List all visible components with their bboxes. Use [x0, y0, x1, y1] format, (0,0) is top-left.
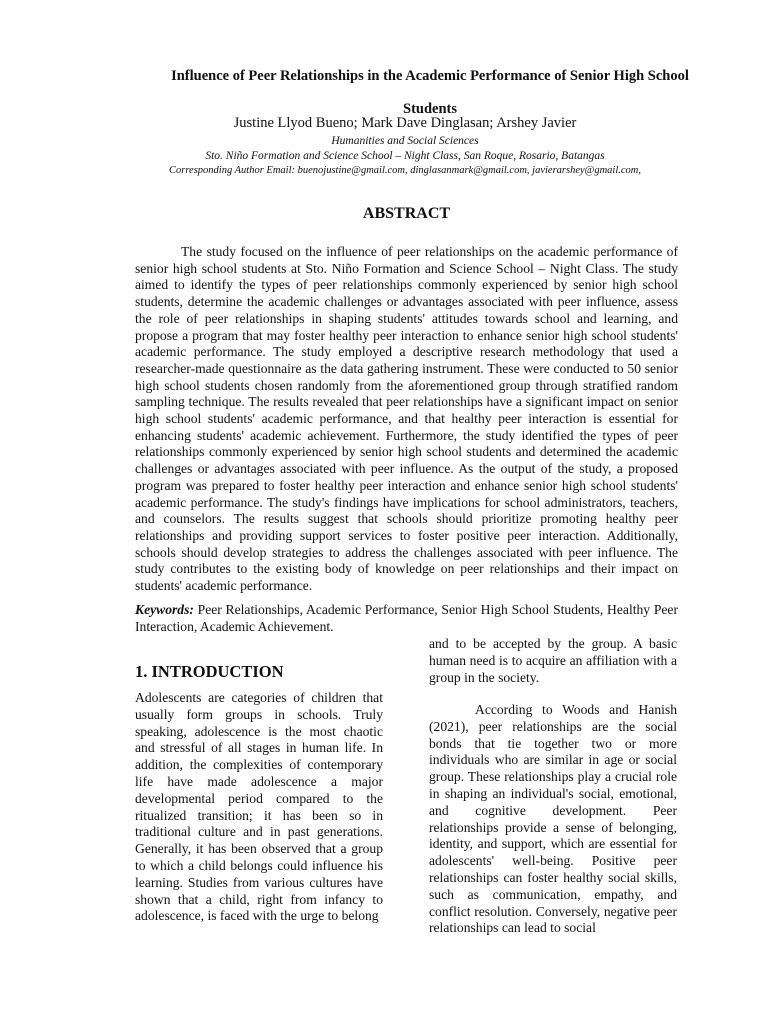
introduction-right-paragraph: According to Woods and Hanish (2021), peer relationships are the social bonds that tie together two or more individuals who are similar in age or social group. These relationships play a crucial role in shaping an individual's social, emotional, and cognitive development. Peer relationships provide a sense of belonging, identity, and support, which are essential for adolescents' well-being. Positive peer relationships can foster healthy social skills, such as communication, empathy, and conflict resolution. Conversely, negative peer relationships can lead to social — [429, 702, 677, 936]
department: Humanities and Social Sciences — [331, 135, 479, 147]
school-affiliation: Sto. Niño Formation and Science School – Night Class, San Roque, Rosario, Batangas — [205, 150, 605, 162]
keywords-paragraph — [135, 602, 678, 635]
introduction-left-column: Adolescents are categories of children that usually form groups in schools. Truly speaking, adolescence is the most chaotic and stressful of all stages in human life. In addition, the complexities of contemporary life have made adolescence a major developmental period compared to the ritualized transition; it has been so in traditional culture and in past generations. Generally, it has been observed that a group to which a child belongs could influence his learning. Studies from various cultures have shown that a child, right from infancy to adolescence, is faced with the urge to belong — [135, 690, 383, 924]
corresponding-email: Corresponding Author Email: buenojustine@gmail.com, dinglasanmark@gmail.com, javierarshey@gmail.com, — [169, 165, 641, 176]
introduction-heading: 1. INTRODUCTION — [135, 662, 284, 681]
paper-title: Influence of Peer Relationships in the Academic Performance of Senior High School Students — [171, 68, 689, 117]
author-list: Justine Llyod Bueno; Mark Dave Dinglasan; Arshey Javier — [233, 115, 577, 131]
keywords-text: Peer Relationships, Academic Performance, Senior High School Students, Healthy Peer Interaction, Academic Achievement. — [135, 602, 678, 634]
introduction-right-continuation: and to be accepted by the group. A basic human need is to acquire an affiliation with a group in the society. — [429, 636, 677, 685]
keywords-label: Keywords: — [135, 602, 194, 617]
abstract-heading: ABSTRACT — [362, 205, 451, 222]
abstract-body: The study focused on the influence of peer relationships on the academic performance of senior high school students at Sto. Niño Formation and Science School – Night Class. The study aimed to identify the types of peer relationships commonly experienced by senior high school students, determine the academic challenges or advantages associated with peer influence, assess the role of peer relationships in shaping students' attitudes towards school and learning, and propose a program that may foster healthy peer interaction to enhance senior high school students' academic performance. The study employed a descriptive research methodology that used a researcher-made questionnaire as the data gathering instrument. These were conducted to 50 senior high school students chosen randomly from the aforementioned group through stratified random sampling technique. The results revealed that peer relationships have a significant impact on senior high school students' academic performance, and that healthy peer interaction is essential for enhancing students' academic achievement. Furthermore, the study identified the types of peer relationships commonly experienced by senior high school students and determined the academic challenges or advantages associated with peer influence. As the output of the study, a proposed program was prepared to foster healthy peer interaction and enhance senior high school students' academic performance. The study's findings have implications for school administrators, teachers, and counselors. The results suggest that schools should prioritize promoting healthy peer relationships and providing support services to foster positive peer interaction. Additionally, schools should develop strategies to address the challenges associated with peer influence. The study contributes to the existing body of knowledge on peer relationships and their impact on students' academic performance. — [135, 244, 678, 594]
